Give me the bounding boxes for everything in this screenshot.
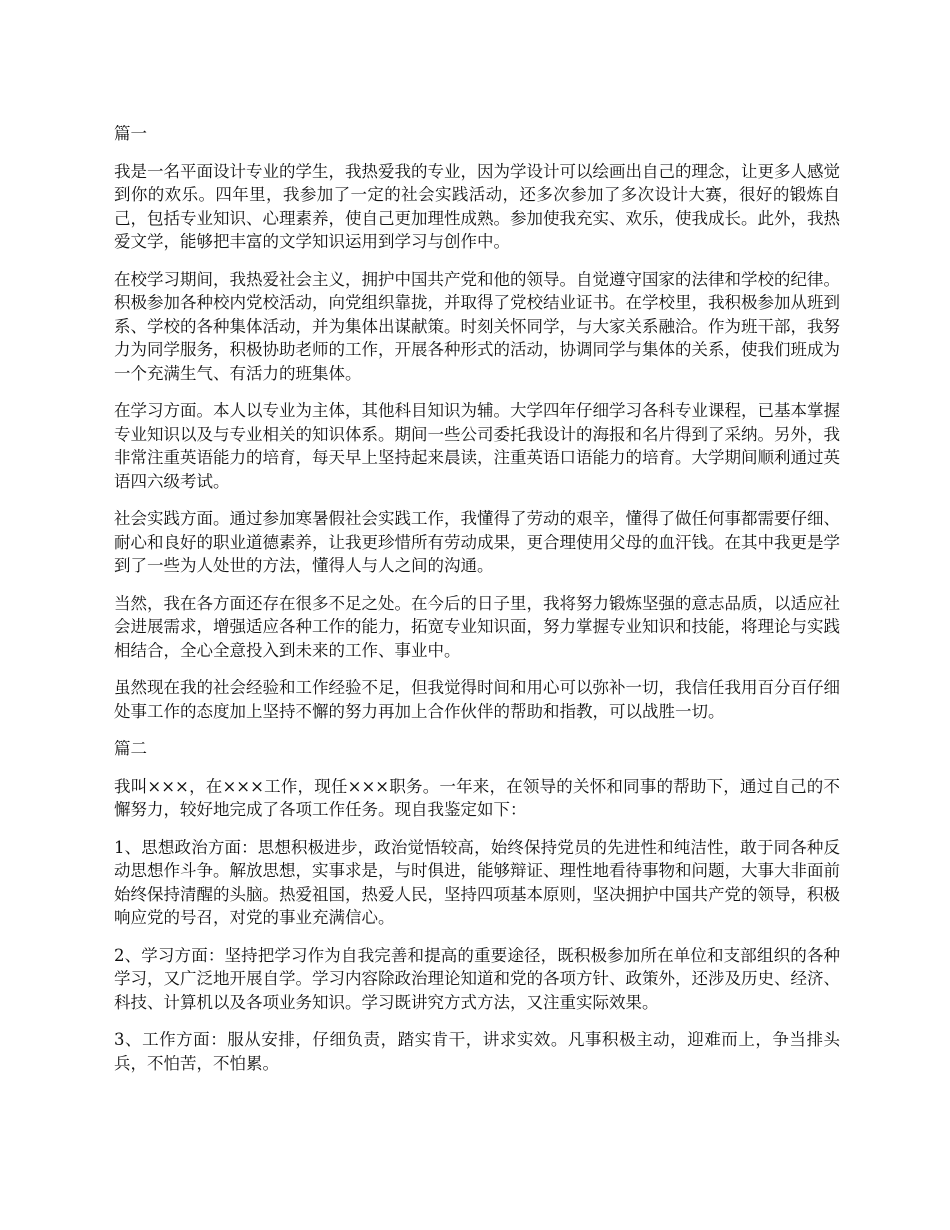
paragraph: 2、学习方面：坚持把学习作为自我完善和提高的重要途径，既积极参加所在单位和支部组织的各种学习，又广泛地开展自学。学习内容除政治理论知道和党的各项方针、政策外，还涉及历史、经济、科技、计算机以及各项业务知识。学习既讲究方式方法，又注重实际效果。 [114,945,840,1012]
paragraph: 1、思想政治方面：思想积极进步，政治觉悟较高，始终保持党员的先进性和纯洁性，敢于同各种反动思想作斗争。解放思想，实事求是，与时俱进，能够辩证、理性地看待事物和问题，大事大非面前始终保持清醒的头脑。热爱祖国，热爱人民，坚持四项基本原则，坚决拥护中国共产党的领导，积极响应党的号召，对党的事业充满信心。 [114,837,840,927]
paragraph: 当然，我在各方面还存在很多不足之处。在今后的日子里，我将努力锻炼坚强的意志品质，以适应社会进展需求，增强适应各种工作的能力，拓宽专业知识面，努力掌握专业知识和技能，将理论与实践相结合，全心全意投入到未来的工作、事业中。 [114,593,840,660]
paragraph: 在校学习期间，我热爱社会主义，拥护中国共产党和他的领导。自觉遵守国家的法律和学校的纪律。积极参加各种校内党校活动，向党组织靠拢，并取得了党校结业证书。在学校里，我积极参加从班到系、学校的各种集体活动，并为集体出谋献策。时刻关怀同学，与大家关系融洽。作为班干部，我努力为同学服务，积极协助老师的工作，开展各种形式的活动，协调同学与集体的关系，使我们班成为一个充满生气、有活力的班集体。 [114,269,840,383]
paragraph: 我叫×××，在×××工作，现任×××职务。一年来，在领导的关怀和同事的帮助下，通过自己的不懈努力，较好地完成了各项工作任务。现自我鉴定如下： [114,776,840,819]
section-heading-2: 篇二 [114,739,147,758]
document-page [114,122,840,1089]
section-heading-1: 篇一 [114,124,147,143]
paragraph: 在学习方面。本人以专业为主体，其他科目知识为辅。大学四年仔细学习各科专业课程，已基本掌握专业知识以及与专业相关的知识体系。期间一些公司委托我设计的海报和名片得到了采纳。另外，我非常注重英语能力的培育，每天早上坚持起来晨读，注重英语口语能力的培育。大学期间顺利通过英语四六级考试。 [114,401,840,491]
paragraph: 社会实践方面。通过参加寒暑假社会实践工作，我懂得了劳动的艰辛，懂得了做任何事都需要仔细、耐心和良好的职业道德素养，让我更珍惜所有劳动成果，更合理使用父母的血汗钱。在其中我更是学到了一些为人处世的方法，懂得人与人之间的沟通。 [114,509,840,575]
paragraph: 虽然现在我的社会经验和工作经验不足，但我觉得时间和用心可以弥补一切，我信任我用百分百仔细处事工作的态度加上坚持不懈的努力再加上合作伙伴的帮助和指教，可以战胜一切。 [114,678,840,721]
paragraph: 3、工作方面：服从安排，仔细负责，踏实肯干，讲求实效。凡事积极主动，迎难而上，争当排头兵，不怕苦，不怕累。 [114,1030,840,1073]
paragraph: 我是一名平面设计专业的学生，我热爱我的专业，因为学设计可以绘画出自己的理念，让更多人感觉到你的欢乐。四年里，我参加了一定的社会实践活动，还多次参加了多次设计大赛，很好的锻炼自己，包括专业知识、心理素养，使自己更加理性成熟。参加使我充实、欢乐，使我成长。此外，我热爱文学，能够把丰富的文学知识运用到学习与创作中。 [114,161,840,251]
